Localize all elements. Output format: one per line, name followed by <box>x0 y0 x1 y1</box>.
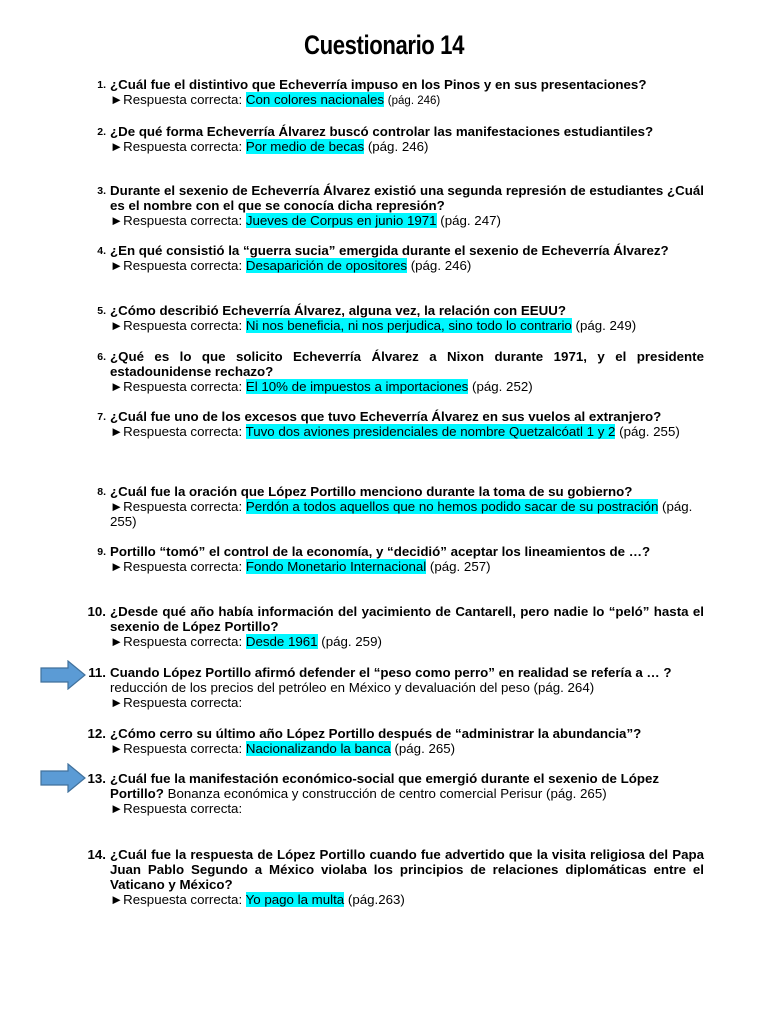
question-item <box>72 77 704 109</box>
page-reference: (pág. 255) <box>619 424 680 439</box>
answer-prefix: ►Respuesta correcta: <box>110 379 243 394</box>
handwritten-answer: Bonanza económica y construcción de centro comercial Perisur (pág. 265) <box>167 786 607 801</box>
answer-prefix: ►Respuesta correcta: <box>110 559 243 574</box>
answer-line <box>110 139 704 154</box>
answer-prefix: ►Respuesta correcta: <box>110 695 243 710</box>
question-item <box>72 604 704 649</box>
question-number: 6. <box>97 351 106 363</box>
question-number: 11. <box>88 665 106 680</box>
page-reference: (pág. 257) <box>429 559 491 574</box>
question-number: 8. <box>97 486 106 498</box>
question-number: 14. <box>87 847 106 862</box>
question-item <box>72 771 704 816</box>
question-text: ¿Cuál fue el distintivo que Echeverría impuso en los Pinos y en sus presentaciones? <box>110 77 647 92</box>
question-number: 12. <box>87 726 106 741</box>
question-text: ¿Cómo describió Echeverría Álvarez, alguna vez, la relación con EEUU? <box>110 303 566 318</box>
question-text: ¿Desde qué año había información del yacimiento de Cantarell, pero nadie lo “peló” hasta el sexenio de López Portillo? <box>110 604 704 634</box>
answer-prefix: ►Respuesta correcta: <box>110 424 243 439</box>
answer-prefix: ►Respuesta correcta: <box>110 892 243 907</box>
answer-line <box>110 213 704 228</box>
answer-highlight: Jueves de Corpus en junio 1971 <box>245 213 437 228</box>
answer-highlight: Desde 1961 <box>245 634 318 649</box>
answer-highlight: Desaparición de opositores <box>245 258 407 273</box>
answer-prefix: ►Respuesta correcta: <box>110 139 243 154</box>
question-item <box>72 124 704 154</box>
answer-highlight: Yo pago la multa <box>245 892 345 907</box>
page-reference: (pág. 249) <box>575 318 637 333</box>
question-number: 7. <box>97 411 106 423</box>
page-reference: (pág. 246) <box>387 95 441 107</box>
answer-prefix: ►Respuesta correcta: <box>110 634 243 649</box>
question-item <box>72 409 704 439</box>
question-text: Durante el sexenio de Echeverría Álvarez existió una segunda represión de estudiantes ¿Cuál es el nombre con el que se conocía dicha represión? <box>110 183 704 213</box>
answer-prefix: ►Respuesta correcta: <box>110 258 243 273</box>
answer-prefix: ►Respuesta correcta: <box>110 499 243 514</box>
answer-prefix: ►Respuesta correcta: <box>110 92 243 107</box>
question-text: ¿Cuál fue uno de los excesos que tuvo Echeverría Álvarez en sus vuelos al extranjero? <box>110 409 662 424</box>
question-text: ¿Qué es lo que solicito Echeverría Álvarez a Nixon durante 1971, y el presidente estadounidense rechazo? <box>110 349 704 379</box>
answer-line <box>110 424 704 439</box>
question-item <box>72 303 704 333</box>
answer-line <box>110 92 704 109</box>
question-number: 5. <box>97 305 106 317</box>
answer-highlight: Por medio de becas <box>245 139 365 154</box>
answer-line <box>110 318 704 333</box>
question-text: ¿Cuál fue la respuesta de López Portillo cuando fue advertido que la visita religiosa del Papa Juan Pablo Segundo a México violaba los principios de relaciones diplomáticas entre el Vaticano y México? <box>110 847 704 892</box>
answer-highlight: Ni nos beneficia, ni nos perjudica, sino todo lo contrario <box>245 318 572 333</box>
handwritten-answer: reducción de los precios del petróleo en México y devaluación del peso (pág. 264) <box>110 680 595 695</box>
page-title: Cuestionario 14 <box>304 30 464 60</box>
page-reference: (pág. 246) <box>410 258 472 273</box>
answer-line <box>110 258 704 273</box>
question-item <box>72 349 704 394</box>
answer-prefix: ►Respuesta correcta: <box>110 318 243 333</box>
page-reference: (pág. 247) <box>440 213 501 228</box>
answer-prefix: ►Respuesta correcta: <box>110 741 243 756</box>
page-reference: (pág. 265) <box>394 741 456 756</box>
answer-highlight: Con colores nacionales <box>245 92 385 107</box>
answer-line <box>110 499 704 529</box>
question-item <box>72 665 704 710</box>
question-item <box>72 847 704 907</box>
page-reference: (pág. 252) <box>472 379 533 394</box>
question-text: ¿Cómo cerro su último año López Portillo después de “administrar la abundancia”? <box>110 726 642 741</box>
question-number: 1. <box>97 79 106 91</box>
answer-line <box>110 741 704 756</box>
answer-line <box>110 559 704 574</box>
question-text: ¿Cuál fue la manifestación económico-social que emergió durante el sexenio de López Portillo? <box>110 771 659 801</box>
question-number: 4. <box>97 245 106 257</box>
answer-line <box>110 695 704 710</box>
question-item <box>72 544 704 574</box>
page-reference: (pág. 259) <box>321 634 382 649</box>
answer-highlight: Tuvo dos aviones presidenciales de nombre Quetzalcóatl 1 y 2 <box>245 424 616 439</box>
question-text: Cuando López Portillo afirmó defender el “peso como perro” en realidad se refería a … ? <box>110 665 672 680</box>
answer-prefix: ►Respuesta correcta: <box>110 801 243 816</box>
page-reference: (pág.263) <box>347 892 405 907</box>
answer-line <box>110 892 704 907</box>
answer-highlight: Fondo Monetario Internacional <box>245 559 427 574</box>
answer-line <box>110 801 704 816</box>
question-text: Portillo “tomó” el control de la economía, y “decidió” aceptar los lineamientos de …? <box>110 544 651 559</box>
answer-line <box>110 379 704 394</box>
question-number: 10. <box>87 604 106 619</box>
question-text: ¿De qué forma Echeverría Álvarez buscó controlar las manifestaciones estudiantiles? <box>110 124 654 139</box>
answer-highlight: Nacionalizando la banca <box>245 741 391 756</box>
question-number: 2. <box>97 126 106 138</box>
page-reference: (pág. 246) <box>367 139 429 154</box>
answer-line <box>110 634 704 649</box>
question-item <box>72 243 704 273</box>
answer-prefix: ►Respuesta correcta: <box>110 213 243 228</box>
question-item <box>72 183 704 228</box>
answer-highlight: Perdón a todos aquellos que no hemos podido sacar de su postración <box>245 499 659 514</box>
question-number: 3. <box>97 185 106 197</box>
question-text: ¿Cuál fue la oración que López Portillo menciono durante la toma de su gobierno? <box>110 484 633 499</box>
question-number: 9. <box>97 546 106 558</box>
page-reference: (pág. 255) <box>110 499 693 529</box>
answer-highlight: El 10% de impuestos a importaciones <box>245 379 469 394</box>
question-text: ¿En qué consistió la “guerra sucia” emergida durante el sexenio de Echeverría Álvarez? <box>110 243 669 258</box>
question-item <box>72 484 704 529</box>
question-number: 13. <box>87 771 106 786</box>
question-item <box>72 726 704 756</box>
